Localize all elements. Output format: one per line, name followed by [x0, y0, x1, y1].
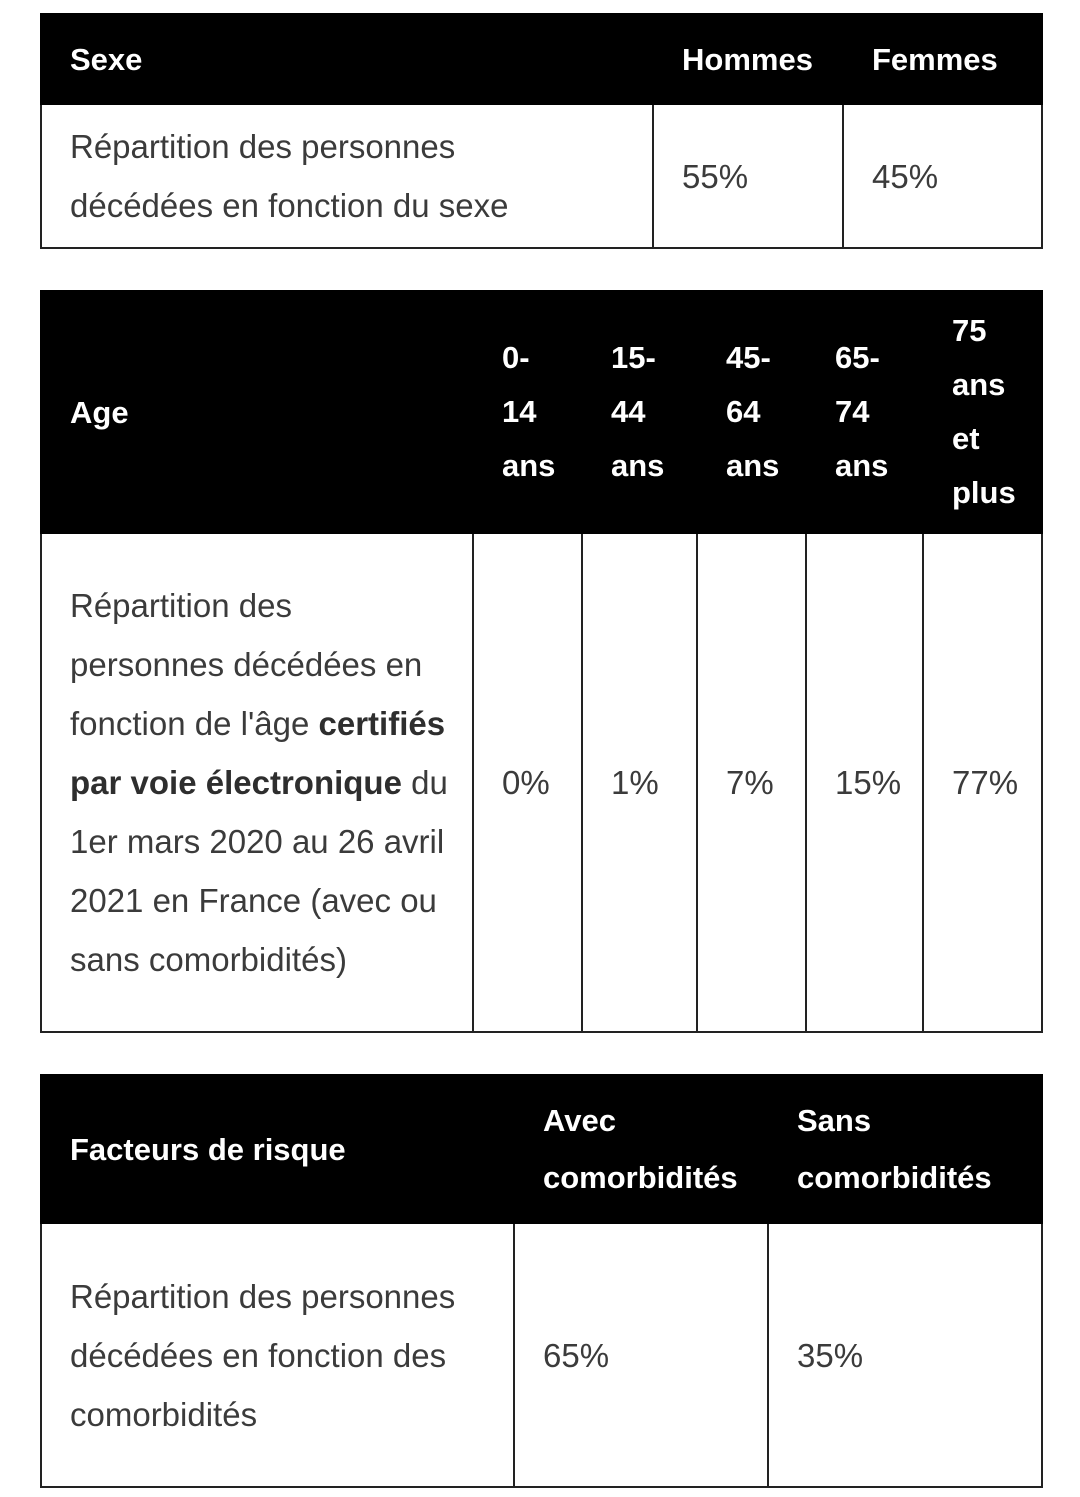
value-age-15-44: 1% — [582, 533, 697, 1032]
header-age-0-14: 0-14 ans — [473, 291, 582, 533]
table-header-row — [41, 291, 1042, 533]
header-sexe: Sexe — [41, 14, 653, 104]
header-femmes: Femmes — [843, 14, 1042, 104]
row-label: Répartition des personnes décédées en fonction des comorbidités — [41, 1223, 514, 1487]
value-avec-comorbidites: 65% — [514, 1223, 768, 1487]
header-facteurs: Facteurs de risque — [41, 1075, 514, 1223]
header-age: Age — [41, 291, 473, 533]
header-avec-comorbidites: Avec comorbidités — [514, 1075, 768, 1223]
row-label-text: Répartition des personnes décédées en fonction de l'âge — [70, 587, 423, 742]
risk-factors-table — [40, 1074, 1043, 1488]
header-age-65-74: 65-74 ans — [806, 291, 923, 533]
table-header-row — [41, 1075, 1042, 1223]
table-row — [41, 1223, 1042, 1487]
value-age-0-14: 0% — [473, 533, 582, 1032]
row-label: Répartition des personnes décédées en fonction du sexe — [41, 104, 653, 248]
value-hommes: 55% — [653, 104, 843, 248]
sex-distribution-table — [40, 13, 1043, 249]
value-age-75-plus: 77% — [923, 533, 1042, 1032]
header-age-45-64: 45-64 ans — [697, 291, 806, 533]
table-row — [41, 104, 1042, 248]
age-distribution-table — [40, 290, 1043, 1033]
table-header-row — [41, 14, 1042, 104]
value-femmes: 45% — [843, 104, 1042, 248]
value-age-65-74: 15% — [806, 533, 923, 1032]
header-sans-comorbidites: Sans comorbidités — [768, 1075, 1042, 1223]
value-age-45-64: 7% — [697, 533, 806, 1032]
header-age-75-plus: 75 ans et plus — [923, 291, 1042, 533]
row-label-text-end: du 1er mars 2020 au 26 avril 2021 en France (avec ou sans comorbidités) — [70, 764, 448, 978]
row-label-bold-text: certifiés par voie électronique — [70, 705, 446, 801]
row-label — [41, 533, 473, 1032]
header-age-15-44: 15-44 ans — [582, 291, 697, 533]
table-row — [41, 533, 1042, 1032]
value-sans-comorbidites: 35% — [768, 1223, 1042, 1487]
header-hommes: Hommes — [653, 14, 843, 104]
